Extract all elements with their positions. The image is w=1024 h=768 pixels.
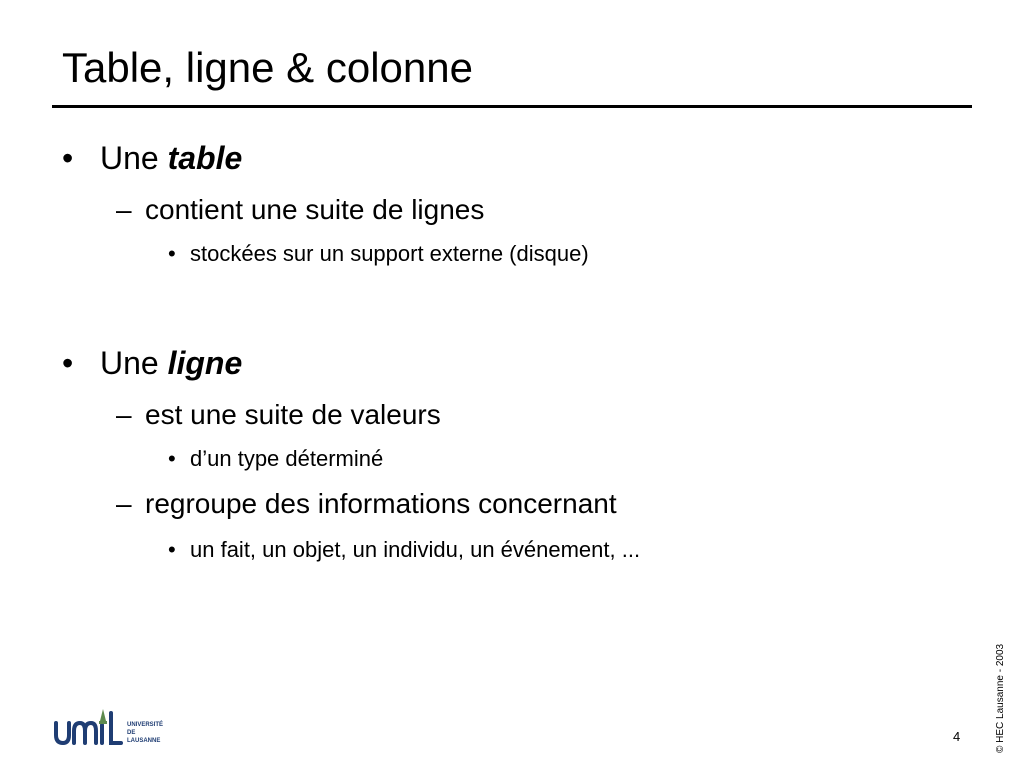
dash-marker: – <box>116 194 132 225</box>
sub-item-text: regroupe des informations concernant <box>145 488 617 519</box>
bullet-marker: • <box>62 345 74 381</box>
sub-item-text: est une suite de valeurs <box>145 399 441 430</box>
svg-text:LAUSANNE: LAUSANNE <box>127 738 161 744</box>
sub-sub-item-text: d’un type déterminé <box>190 446 384 471</box>
bullet-lead-text: Une <box>100 345 159 381</box>
bullet-marker: • <box>62 140 74 176</box>
bullet-marker: • <box>168 446 176 471</box>
copyright-notice: © HEC Lausanne - 2003 <box>995 643 1006 753</box>
dash-marker: – <box>116 488 132 519</box>
bullet-marker: • <box>168 241 176 266</box>
unil-logo <box>53 705 173 751</box>
svg-text:DE: DE <box>127 730 136 736</box>
title-divider <box>52 105 972 108</box>
sub-item-text: contient une suite de lignes <box>145 194 485 225</box>
svg-text:UNIVERSITÉ: UNIVERSITÉ <box>127 722 164 728</box>
bullet-marker: • <box>168 537 176 562</box>
sub-sub-item-text: un fait, un objet, un individu, un événement, ... <box>190 537 641 562</box>
slide-title: Table, ligne & colonne <box>62 44 473 91</box>
dash-marker: – <box>116 399 132 430</box>
bullet-emphasis: ligne <box>167 345 243 381</box>
bullet-label <box>100 344 242 382</box>
bullet-emphasis: table <box>167 140 243 176</box>
page-number: 4 <box>953 729 961 744</box>
bullet-lead-text: Une <box>100 140 159 176</box>
sub-sub-item-text: stockées sur un support externe (disque) <box>190 241 589 266</box>
bullet-label <box>100 139 242 177</box>
